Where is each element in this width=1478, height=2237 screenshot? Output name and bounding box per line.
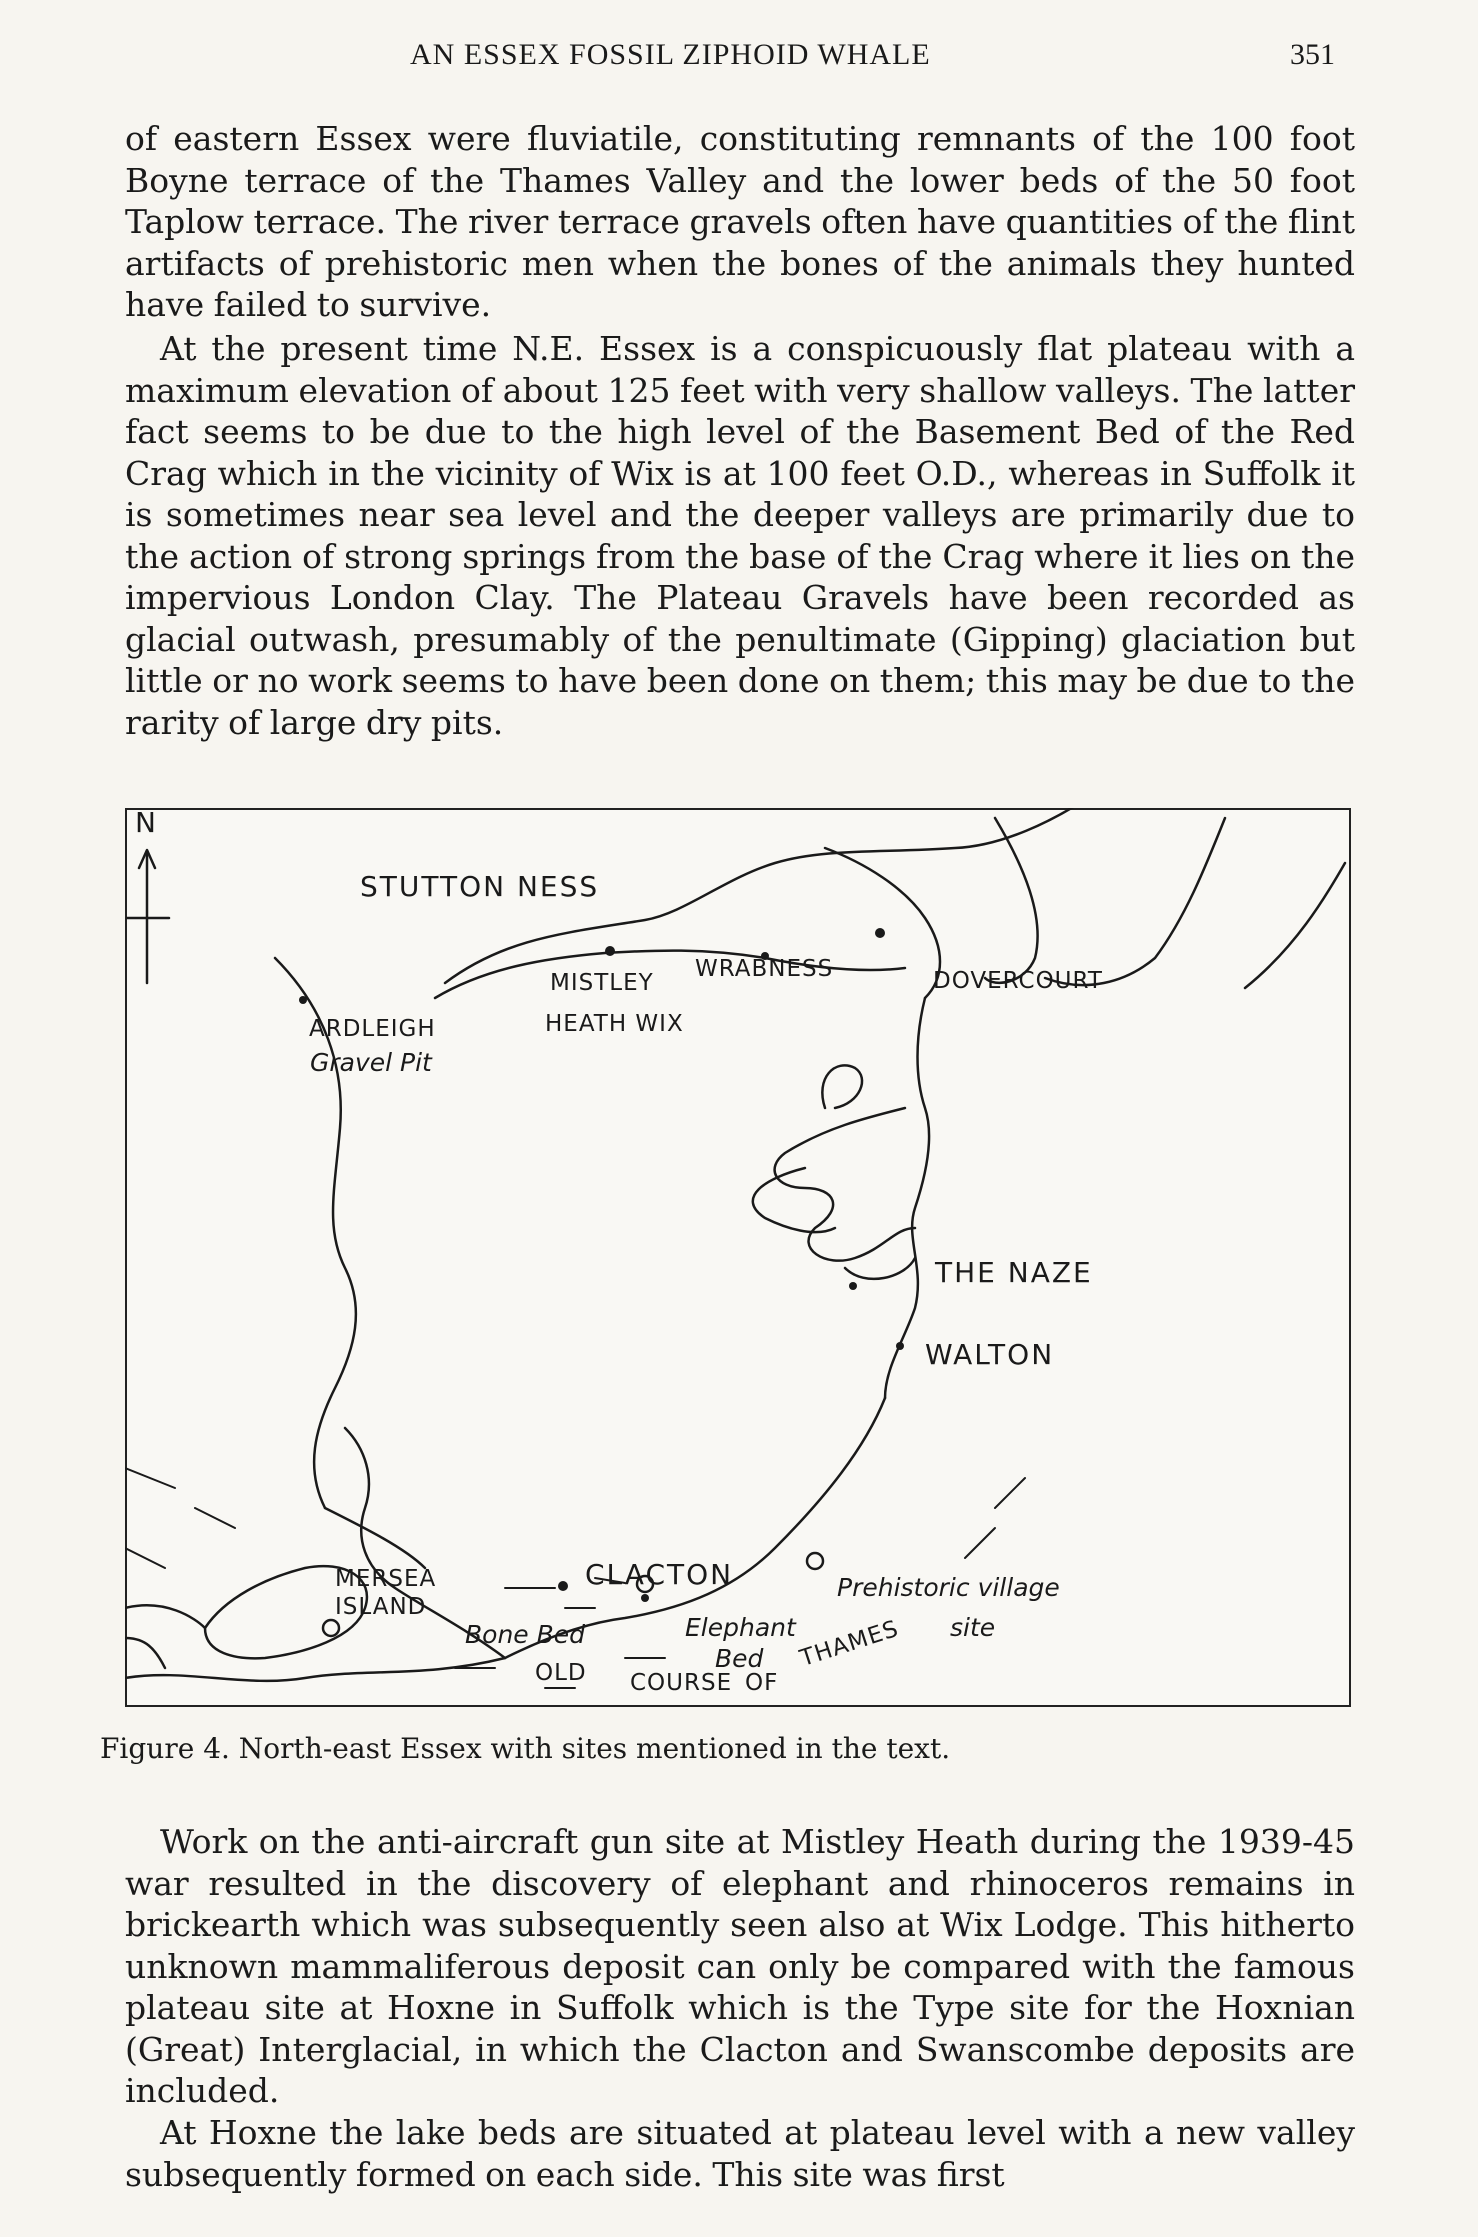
- paragraph-3: Work on the anti-aircraft gun site at Mistley Heath during the 1939-45 war resulted in the discovery of elephant and rhinoceros remains in brickearth which was subsequently seen also at Wix Lodge. This hitherto unknown mammaliferous deposit can only be compared with the famous plateau site at Hoxne in Suffolk which is the Type site for the Hoxnian (Great) Interglacial, in which the Clacton and Swanscombe deposits are included.: [125, 1822, 1355, 2110]
- label-bone-bed: Bone Bed: [465, 1620, 586, 1649]
- page-header: [0, 38, 1478, 88]
- label-thames: THAMES: [796, 1615, 903, 1672]
- paragraph-1: of eastern Essex were fluviatile, constituting remnants of the 100 foot Boyne terrace of the Thames Valley and the lower beds of the 50 foot Taplow terrace. The river terrace gravels often have quantities of the flint artifacts of prehistoric men when the bones of the animals they hunted have failed to survive.: [125, 119, 1355, 324]
- blackwater-estuary: [125, 1605, 205, 1628]
- figure-caption: Figure 4. North-east Essex with sites mentioned in the text.: [100, 1732, 951, 1765]
- label-gravel-pit: Gravel Pit: [310, 1048, 432, 1077]
- label-dovercourt: DOVERCOURT: [933, 968, 1103, 994]
- paragraph-2: At the present time N.E. Essex is a conspicuously flat plateau with a maximum elevation of about 125 feet with very shallow valleys. The latter fact seems to be due to the high level of the Basement Bed of the Red Crag which in the vicinity of Wix is at 100 feet O.D., whereas in Suffolk it is sometimes near sea level and the deeper valleys are primarily due to the action of strong springs from the base of the Crag where it lies on the impervious London Clay. The Plateau Gravels have been recorded as glacial outwash, presumably of the penultimate (Gipping) glaciation but little or no work seems to have been done on them; this may be due to the rarity of large dry pits.: [125, 329, 1355, 742]
- label-prehistoric-village: Prehistoric village: [837, 1573, 1060, 1602]
- label-course: COURSE: [630, 1670, 733, 1696]
- page-number: 351: [1290, 38, 1335, 71]
- label-elephant: Elephant: [685, 1613, 796, 1642]
- north-arrow-icon: [127, 850, 169, 983]
- north-label: N: [135, 806, 158, 839]
- label-mersea: MERSEA: [335, 1566, 437, 1592]
- label-bed: Bed: [715, 1644, 764, 1673]
- label-island: ISLAND: [335, 1594, 427, 1620]
- paragraph-4: At Hoxne the lake beds are situated at plateau level with a new valley subsequently formed on each side. This site was first: [125, 2113, 1355, 2194]
- label-wrabness: WRABNESS: [695, 956, 834, 982]
- label-site: site: [950, 1613, 996, 1642]
- label-of: OF: [745, 1670, 779, 1696]
- label-heath-wix: HEATH WIX: [545, 1011, 684, 1037]
- stour-south-shore: [435, 951, 905, 998]
- label-ardleigh: ARDLEIGH: [309, 1016, 436, 1042]
- figure-4: [125, 808, 1355, 1718]
- running-title: AN ESSEX FOSSIL ZIPHOID WHALE: [410, 38, 931, 71]
- map-drawing: [125, 808, 1351, 1707]
- label-stutton-ness: STUTTON NESS: [360, 870, 600, 903]
- site-ring-mersea: [323, 1620, 339, 1636]
- label-clacton: CLACTON: [585, 1558, 734, 1591]
- site-ring-prehistoric: [807, 1553, 823, 1569]
- east-coast: [885, 998, 929, 1398]
- label-mistley: MISTLEY: [550, 970, 654, 996]
- label-walton: WALTON: [925, 1338, 1055, 1371]
- label-old: OLD: [535, 1660, 587, 1686]
- label-the-naze: THE NAZE: [935, 1256, 1093, 1289]
